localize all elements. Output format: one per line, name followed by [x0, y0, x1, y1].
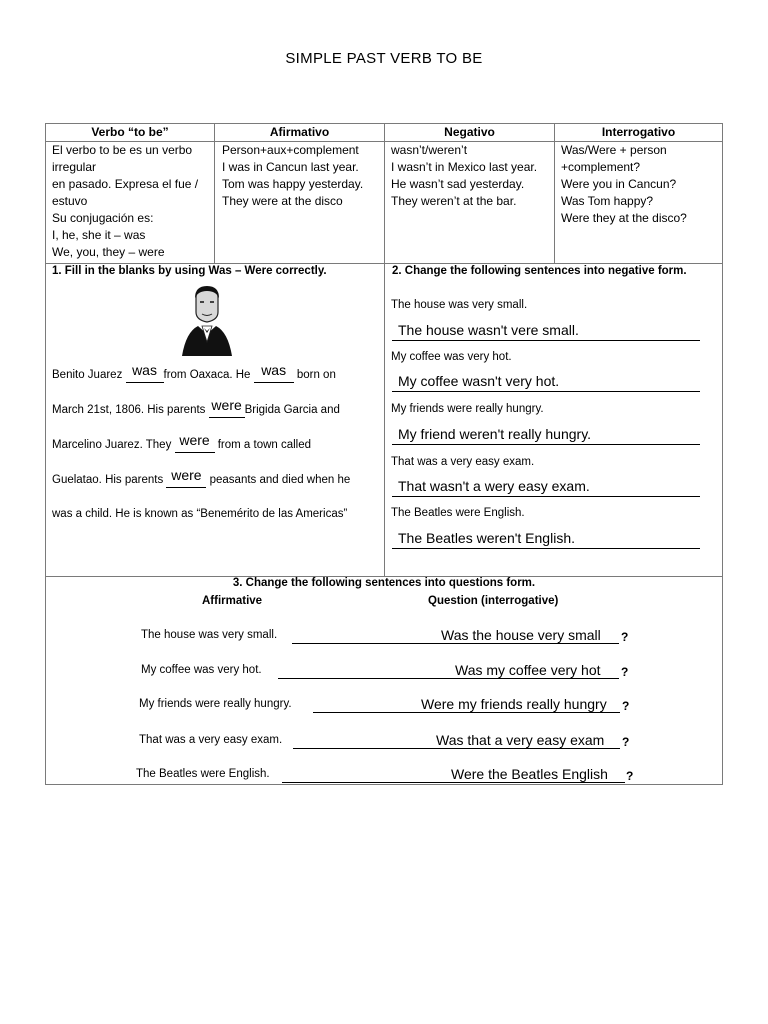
q-mark-3: ? — [622, 699, 630, 713]
q-answer-2: Was my coffee very hot — [455, 662, 601, 678]
neg-prompt-3: My friends were really hungry. — [391, 403, 544, 415]
q-prompt-4: That was a very easy exam. — [139, 734, 283, 746]
q-mark-1: ? — [621, 630, 629, 644]
blank-1[interactable]: was — [126, 368, 164, 383]
neg-answer-2[interactable]: My coffee wasn't very hot. — [392, 375, 700, 392]
q-prompt-5: The Beatles were English. — [136, 768, 270, 780]
interrogativo-examples: Was/Were + person +complement? Were you in Cancun? Was Tom happy? Were they at the disco? — [561, 143, 687, 225]
q-answer-1: Was the house very small — [441, 627, 601, 643]
neg-prompt-5: The Beatles were English. — [391, 507, 525, 519]
header-afirmativo: Afirmativo — [269, 125, 330, 139]
neg-answer-4[interactable]: That wasn't a wery easy exam. — [392, 480, 700, 497]
section3-title: 3. Change the following sentences into questions form. — [232, 577, 536, 589]
neg-answer-1[interactable]: The house wasn't vere small. — [392, 324, 700, 341]
q-answer-4: Was that a very easy exam — [436, 732, 605, 748]
neg-prompt-4: That was a very easy exam. — [391, 456, 535, 468]
fill-line-2: March 21st, 1806. His parents were Brigida Garcia and — [52, 397, 340, 416]
section2-title: 2. Change the following sentences into negative form. — [392, 265, 687, 277]
q-mark-5: ? — [626, 769, 634, 783]
header-verbo: Verbo “to be” — [91, 125, 169, 139]
affirmative-heading: Affirmative — [202, 595, 263, 607]
negativo-examples: wasn’t/weren’t I wasn’t in Mexico last year. He wasn’t sad yesterday. They weren’t at the bar. — [391, 143, 538, 208]
fill-line-5: was a child. He is known as “Benemérito de las Americas” — [52, 508, 348, 520]
page-title: SIMPLE PAST VERB TO BE — [285, 50, 483, 67]
question-heading: Question (interrogative) — [428, 595, 559, 607]
blank-2[interactable]: was — [254, 368, 294, 383]
blank-3[interactable]: were — [209, 403, 245, 418]
benito-juarez-portrait — [180, 284, 234, 358]
fill-line-3: Marcelino Juarez. They were from a town called — [52, 432, 312, 451]
neg-answer-3[interactable]: My friend weren't really hungry. — [392, 428, 700, 445]
neg-prompt-2: My coffee was very hot. — [391, 351, 512, 363]
neg-prompt-1: The house was very small. — [391, 299, 528, 311]
q-prompt-2: My coffee was very hot. — [141, 664, 262, 676]
verbo-explanation: El verbo to be es un verbo irregular en pasado. Expresa el fue / estuvo Su conjugación es: I, he, she it – was We, you, they – were — [52, 143, 199, 259]
worksheet-table — [45, 123, 723, 785]
fill-line-1: Benito Juarez was from Oaxaca. He was born on — [52, 362, 336, 381]
blank-4[interactable]: were — [175, 438, 215, 453]
afirmativo-examples: Person+aux+complement I was in Cancun last year. Tom was happy yesterday. They were at the disco — [222, 143, 364, 208]
q-prompt-3: My friends were really hungry. — [139, 698, 292, 710]
q-mark-4: ? — [622, 735, 630, 749]
neg-answer-5[interactable]: The Beatles weren't English. — [392, 532, 700, 549]
q-mark-2: ? — [621, 665, 629, 679]
header-interrogativo: Interrogativo — [601, 125, 676, 139]
q-answer-3: Were my friends really hungry — [421, 696, 607, 712]
fill-line-4: Guelatao. His parents were peasants and died when he — [52, 467, 351, 486]
q-answer-5: Were the Beatles English — [451, 766, 608, 782]
header-negativo: Negativo — [444, 125, 495, 139]
section1-title: 1. Fill in the blanks by using Was – Were correctly. — [52, 265, 327, 277]
blank-5[interactable]: were — [166, 473, 206, 488]
q-prompt-1: The house was very small. — [141, 629, 278, 641]
